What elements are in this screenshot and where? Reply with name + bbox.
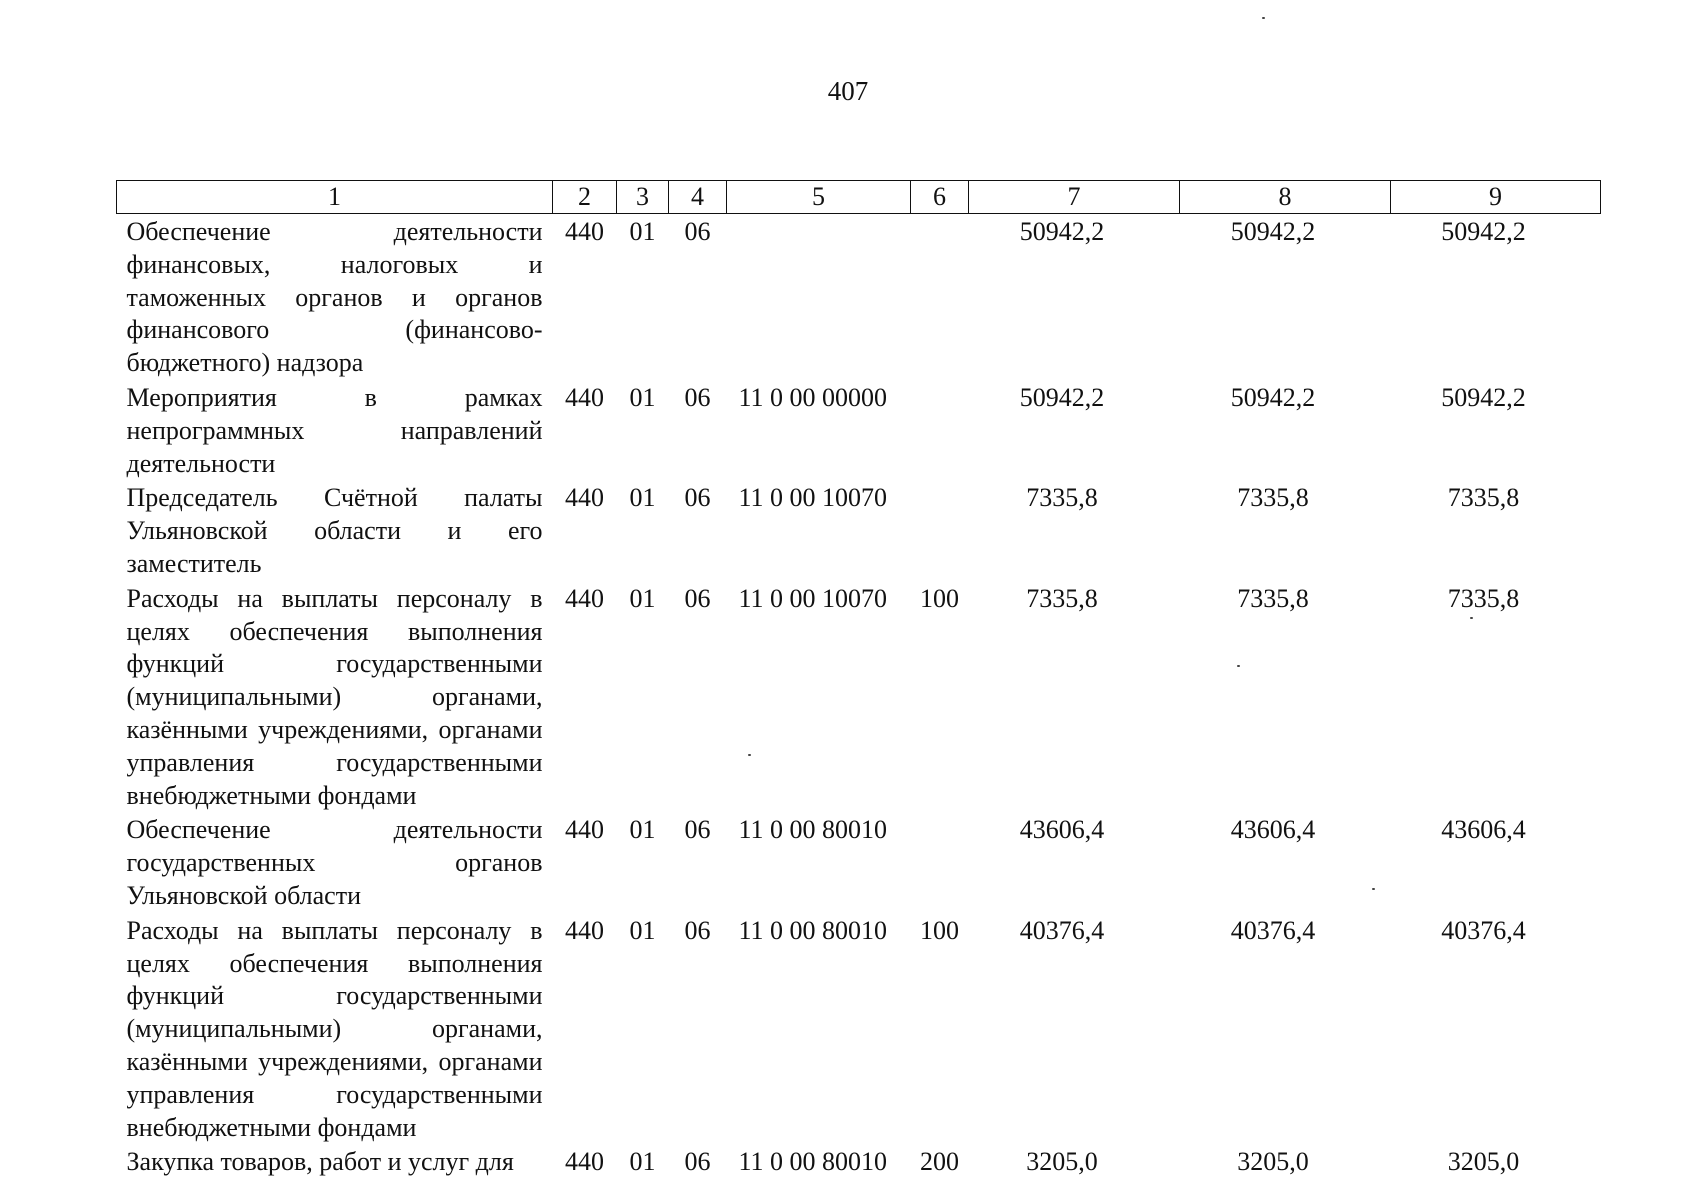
row-description: Обеспечение деятельности государственных органов Ульяновской области (126, 815, 543, 910)
scan-speck (748, 754, 751, 756)
header-row (117, 181, 1601, 214)
row-description: Расходы на выплаты персоналу в целях обеспечения выполнения функций государственными (муниципальными) органами, казёнными учреждениями, органами управления государственными внебюджетными фондами (126, 583, 543, 810)
row-description: Председатель Счётной палаты Ульяновской области и его заместитель (126, 483, 543, 578)
row-value-8: 43606,4 (1230, 815, 1316, 845)
row-vr: 100 (920, 583, 959, 613)
row-value-7: 7335,8 (1026, 583, 1098, 613)
table-row (117, 214, 1601, 380)
header-col-4: 4 (669, 181, 727, 214)
row-rz: 01 (629, 382, 656, 412)
header-col-7: 7 (969, 181, 1180, 214)
row-gr: 440 (565, 915, 604, 945)
budget-table (116, 180, 1601, 1179)
header-col-2: 2 (553, 181, 617, 214)
row-pr: 06 (684, 483, 711, 513)
row-rz: 01 (629, 815, 656, 845)
row-csr: 11 0 00 80010 (738, 915, 888, 945)
row-description: Мероприятия в рамках непрограммных направлений деятельности (126, 382, 543, 478)
table-row (117, 812, 1601, 912)
row-pr: 06 (684, 217, 711, 246)
row-value-7: 43606,4 (1019, 815, 1105, 845)
row-value-9: 3205,0 (1447, 1147, 1520, 1177)
table-row (117, 581, 1601, 813)
header-col-6: 6 (911, 181, 969, 214)
row-gr: 440 (565, 483, 604, 513)
row-value-9: 50942,2 (1441, 217, 1526, 246)
row-value-8: 7335,8 (1237, 483, 1309, 513)
row-vr: 200 (920, 1147, 959, 1177)
row-vr (911, 480, 969, 580)
row-value-7: 50942,2 (1019, 382, 1105, 412)
row-value-8: 40376,4 (1230, 915, 1316, 945)
table-row (117, 1144, 1601, 1179)
row-rz: 01 (629, 1147, 656, 1177)
row-csr: 11 0 00 10070 (738, 583, 888, 613)
row-value-9: 7335,8 (1447, 483, 1520, 513)
header-col-9: 9 (1391, 181, 1601, 214)
row-description: Закупка товаров, работ и услуг для (126, 1147, 514, 1177)
header-col-8: 8 (1180, 181, 1391, 214)
row-rz: 01 (629, 217, 656, 246)
row-csr (727, 214, 911, 380)
row-vr (911, 214, 969, 380)
row-pr: 06 (684, 815, 711, 845)
row-value-9: 43606,4 (1441, 815, 1526, 845)
table-row (117, 380, 1601, 480)
scan-speck (1262, 17, 1265, 19)
header-col-5: 5 (727, 181, 911, 214)
row-pr: 06 (684, 1147, 711, 1177)
row-pr: 06 (684, 382, 711, 412)
budget-table-container (116, 180, 1600, 1179)
row-value-7: 3205,0 (1026, 1147, 1098, 1177)
scan-speck (1470, 617, 1473, 619)
row-value-7: 7335,8 (1026, 483, 1098, 513)
row-vr (911, 812, 969, 912)
scan-speck (1237, 665, 1240, 667)
row-csr: 11 0 00 80010 (738, 1147, 888, 1177)
row-value-9: 40376,4 (1441, 915, 1526, 945)
row-rz: 01 (629, 583, 656, 613)
row-value-8: 50942,2 (1230, 382, 1316, 412)
row-gr: 440 (565, 382, 604, 412)
table-row (117, 480, 1601, 580)
row-rz: 01 (629, 483, 656, 513)
row-gr: 440 (565, 217, 604, 246)
row-value-8: 3205,0 (1237, 1147, 1309, 1177)
row-gr: 440 (565, 1147, 604, 1177)
row-rz: 01 (629, 915, 656, 945)
row-csr: 11 0 00 80010 (738, 815, 888, 845)
page-number: 407 (827, 76, 869, 106)
row-value-8: 7335,8 (1237, 583, 1309, 613)
row-pr: 06 (684, 583, 711, 613)
row-csr: 11 0 00 10070 (738, 483, 888, 513)
row-description: Обеспечение деятельности финансовых, налоговых и таможенных органов и органов финансового (финансово-бюджетного) надзора (126, 217, 543, 378)
row-pr: 06 (684, 915, 711, 945)
scan-speck (1372, 888, 1375, 890)
row-vr: 100 (920, 915, 959, 945)
row-value-9: 7335,8 (1447, 583, 1520, 613)
row-gr: 440 (565, 583, 604, 613)
row-gr: 440 (565, 815, 604, 845)
row-csr: 11 0 00 00000 (738, 382, 888, 412)
header-col-3: 3 (617, 181, 669, 214)
row-value-9: 50942,2 (1441, 382, 1526, 412)
table-header (117, 181, 1601, 214)
row-description: Расходы на выплаты персоналу в целях обеспечения выполнения функций государственными (муниципальными) органами, казёнными учреждениями, органами управления государственными внебюджетными фондами (126, 915, 543, 1142)
header-col-1: 1 (117, 181, 553, 214)
row-value-7: 40376,4 (1019, 915, 1105, 945)
row-vr (911, 380, 969, 480)
table-body (117, 214, 1601, 1180)
table-row (117, 913, 1601, 1145)
row-value-8: 50942,2 (1230, 217, 1316, 246)
row-value-7: 50942,2 (1019, 217, 1105, 246)
